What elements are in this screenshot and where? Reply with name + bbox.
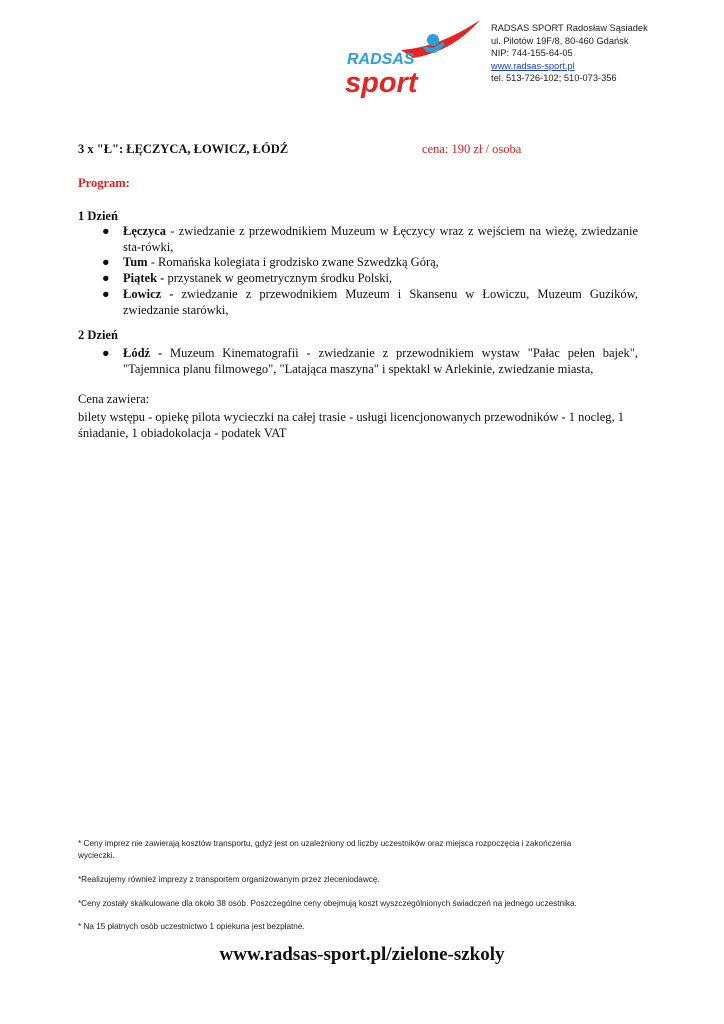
- list-item: [78, 346, 638, 377]
- includes-label: Cena zawiera:: [78, 392, 150, 406]
- company-name: RADSAS SPORT Radosław Sąsiadek: [491, 23, 648, 33]
- offer-price: cena: 190 zł / osoba: [422, 142, 522, 156]
- note-transport: * Ceny imprez nie zawierają kosztów transportu, gdyż jest on uzależniony od liczby uczestników oraz miejsca rozpoczęcia i zakończenia wycieczki.: [78, 839, 572, 860]
- list-item: [78, 255, 638, 271]
- list-item: [78, 224, 638, 255]
- footer-url[interactable]: www.radsas-sport.pl/zielone-szkoly: [219, 944, 505, 965]
- company-nip: NIP: 744-155-64-05: [491, 48, 573, 59]
- item-desc: - Romańska kolegiata i grodzisko zwane Szwedzką Górą,: [147, 255, 439, 270]
- bullet-icon: ●: [102, 255, 110, 270]
- note-guardian: * Na 15 płatnych osób uczestnictwo 1 opiekuna jest bezpłatne.: [78, 922, 305, 931]
- bullet-icon: ●: [102, 286, 110, 301]
- bullet-icon: ●: [102, 346, 110, 360]
- radsas-sport-logo: [343, 20, 483, 100]
- program-label: Program:: [78, 176, 130, 190]
- item-desc: przystanek w geometrycznym środku Polski,: [164, 271, 393, 286]
- company-phone: tel. 513-726-102; 510-073-356: [491, 73, 617, 84]
- logo-graphic: [343, 20, 483, 100]
- item-place: Piątek -: [123, 271, 165, 286]
- item-place: Łódź -: [123, 346, 163, 360]
- list-item: [78, 287, 638, 318]
- item-place: Łęczyca: [123, 224, 167, 238]
- item-desc: - zwiedzanie z przewodnikiem Muzeum w Łęczycy wraz z wejściem na wieżę, zwiedzanie sta-rówki,: [123, 224, 638, 254]
- company-info: [491, 22, 648, 85]
- company-website-link[interactable]: www.radsas-sport.pl: [491, 60, 575, 71]
- note-own-transport: *Realizujemy również imprezy z transportem organizowanym przez zleceniodawcę.: [78, 875, 380, 884]
- includes-text: bilety wstępu - opiekę pilota wycieczki na całej trasie - usługi licencjonowanych przewodników - 1 nocleg, 1 śniadanie, 1 obiadokolacja - podatek VAT: [78, 410, 625, 440]
- bullet-icon: ●: [102, 224, 110, 238]
- day-1-list: [78, 224, 638, 318]
- day-2-heading: 2 Dzień: [78, 328, 118, 342]
- list-item: [78, 271, 638, 287]
- item-desc: Muzeum Kinematografii - zwiedzanie z przewodnikiem wystaw "Pałac pełen bajek", "Tajemnica planu filmowego", "Latająca maszyna" i spektakl w Arlekinie, zwiedzanie miasta,: [123, 346, 639, 376]
- item-place: Tum: [123, 255, 148, 270]
- bullet-icon: ●: [102, 271, 110, 286]
- item-place: Łowicz -: [123, 286, 174, 301]
- company-address: ul. Pilotów 19F/8, 80-460 Gdańsk: [491, 35, 629, 46]
- item-desc: zwiedzanie z przewodnikiem Muzeum i Skansenu w Łowiczu, Muzeum Guzików, zwiedzanie starówki,: [123, 286, 638, 317]
- logo-text-top: RADSAS: [347, 51, 415, 68]
- note-calculation: *Ceny zostały skalkulowane dla około 38 osób. Poszczególne ceny obejmują koszt wyszczególnionych świadczeń na jednego uczestnika.: [78, 899, 577, 908]
- day-2-list: [78, 346, 638, 377]
- offer-title: 3 x "Ł": ŁĘCZYCA, ŁOWICZ, ŁÓDŹ: [78, 142, 289, 156]
- logo-text-bottom: sport: [345, 67, 418, 99]
- day-1-heading: 1 Dzień: [78, 209, 118, 223]
